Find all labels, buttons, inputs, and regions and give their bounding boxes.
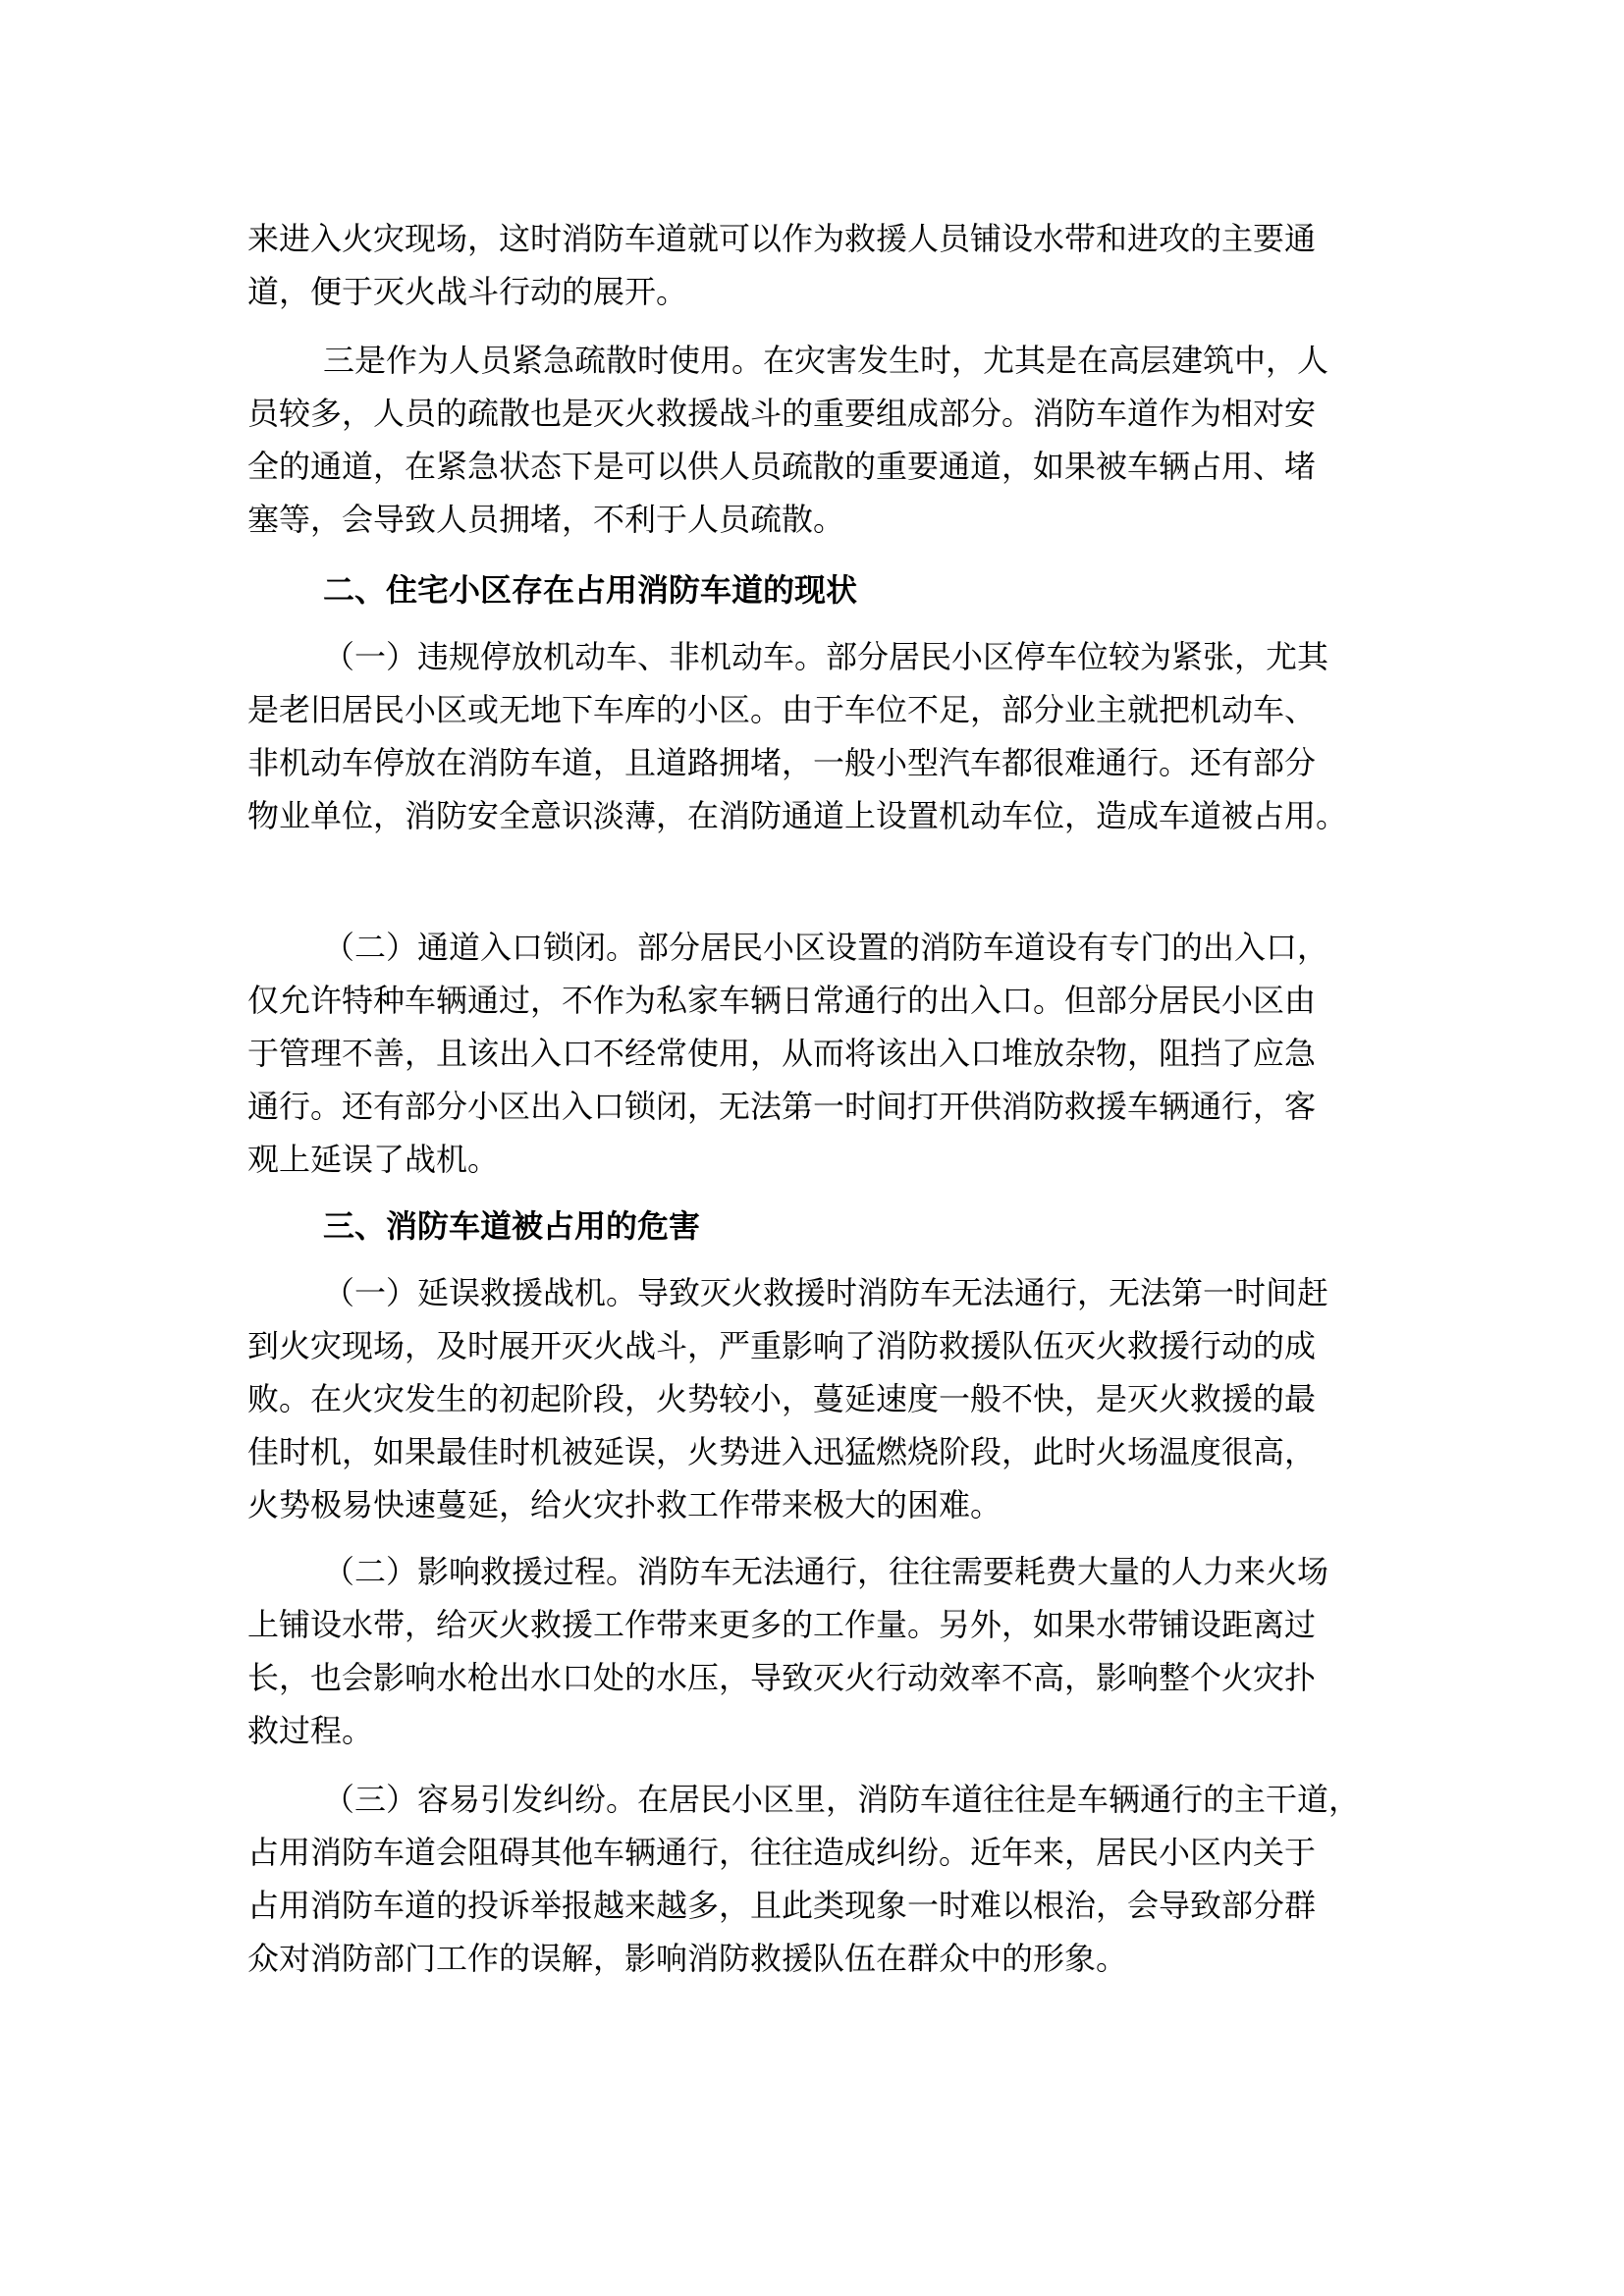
- text-line: 全的通道，在紧急状态下是可以供人员疏散的重要通道，如果被车辆占用、堵: [247, 448, 1317, 485]
- text-line: 是老旧居民小区或无地下车库的小区。由于车位不足，部分业主就把机动车、: [247, 691, 1317, 728]
- text-line: 观上延误了战机。: [247, 1141, 500, 1178]
- text-line: （一）延误救援战机。导致灭火救援时消防车无法通行，无法第一时间赶: [323, 1274, 1329, 1311]
- text-line: 火势极易快速蔓延，给火灾扑救工作带来极大的困难。: [247, 1486, 1002, 1523]
- text-line: 败。在火灾发生的初起阶段，火势较小，蔓延速度一般不快，是灭火救援的最: [247, 1380, 1317, 1417]
- heading-line: 三、消防车道被占用的危害: [323, 1207, 701, 1245]
- text-line: （二）影响救援过程。消防车无法通行，往往需要耗费大量的人力来火场: [323, 1553, 1329, 1590]
- paragraph-entrance-locked: [247, 921, 1386, 1186]
- text-line: 通行。还有部分小区出入口锁闭，无法第一时间打开供消防救援车辆通行，客: [247, 1088, 1317, 1125]
- text-line: 救过程。: [247, 1712, 374, 1749]
- text-line: （二）通道入口锁闭。部分居民小区设置的消防车道设有专门的出入口，: [323, 929, 1329, 966]
- paragraph-evacuation: [247, 334, 1386, 546]
- text-line: 于管理不善，且该出入口不经常使用，从而将该出入口堆放杂物，阻挡了应急: [247, 1035, 1317, 1072]
- text-line: 长，也会影响水枪出水口处的水压，导致灭火行动效率不高，影响整个火灾扑: [247, 1659, 1317, 1696]
- paragraph-illegal-parking: [247, 630, 1386, 842]
- paragraph-disputes: [247, 1773, 1386, 1985]
- text-line: 占用消防车道会阻碍其他车辆通行，往往造成纠纷。近年来，居民小区内关于: [247, 1834, 1317, 1871]
- text-line: （三）容易引发纠纷。在居民小区里，消防车道往往是车辆通行的主干道，: [323, 1781, 1361, 1818]
- paragraph-delay-rescue: [247, 1266, 1386, 1531]
- text-line: 员较多，人员的疏散也是灭火救援战斗的重要组成部分。消防车道作为相对安: [247, 395, 1317, 432]
- text-line: 非机动车停放在消防车道，且道路拥堵，一般小型汽车都很难通行。还有部分: [247, 744, 1317, 781]
- text-line: 来进入火灾现场，这时消防车道就可以作为救援人员铺设水带和进攻的主要通: [247, 220, 1317, 257]
- document-page: [247, 212, 1386, 1985]
- text-line: 众对消防部门工作的误解，影响消防救援队伍在群众中的形象。: [247, 1940, 1128, 1977]
- text-line: 物业单位，消防安全意识淡薄，在消防通道上设置机动车位，造成车道被占用。: [247, 797, 1348, 834]
- section-heading-hazards: [247, 1200, 1386, 1253]
- text-line: 仅允许特种车辆通过，不作为私家车辆日常通行的出入口。但部分居民小区由: [247, 982, 1317, 1019]
- text-line: 到火灾现场，及时展开灭火战斗，严重影响了消防救援队伍灭火救援行动的成: [247, 1327, 1317, 1364]
- heading-line: 二、住宅小区存在占用消防车道的现状: [323, 571, 858, 609]
- text-line: 塞等，会导致人员拥堵，不利于人员疏散。: [247, 501, 845, 538]
- text-line: 占用消防车道的投诉举报越来越多，且此类现象一时难以根治，会导致部分群: [247, 1887, 1317, 1924]
- section-heading-current-status: [247, 563, 1386, 616]
- text-line: 佳时机，如果最佳时机被延误，火势进入迅猛燃烧阶段，此时火场温度很高，: [247, 1433, 1317, 1470]
- text-line: 三是作为人员紧急疏散时使用。在灾害发生时，尤其是在高层建筑中，人: [323, 342, 1329, 379]
- text-line: （一）违规停放机动车、非机动车。部分居民小区停车位较为紧张，尤其: [323, 638, 1329, 675]
- text-line: 道，便于灭火战斗行动的展开。: [247, 273, 688, 310]
- paragraph-fire-lane-access: [247, 212, 1386, 318]
- text-line: 上铺设水带，给灭火救援工作带来更多的工作量。另外，如果水带铺设距离过: [247, 1606, 1317, 1643]
- paragraph-rescue-process: [247, 1545, 1386, 1757]
